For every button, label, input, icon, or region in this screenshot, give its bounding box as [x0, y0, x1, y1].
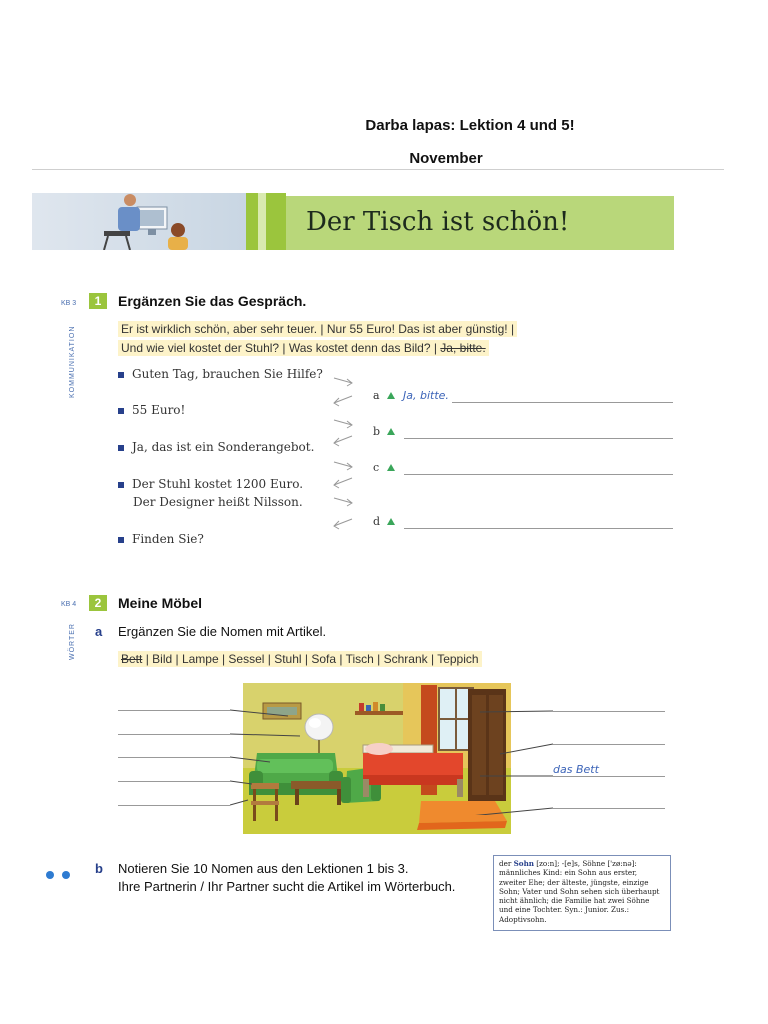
answer-field-d[interactable]	[404, 528, 673, 529]
kb-reference: KB 4	[61, 601, 77, 608]
subtask-letter: a	[95, 624, 103, 639]
dialogue-prompt: Finden Sie?	[118, 532, 204, 546]
phrase-struck: Ja, bitte.	[440, 341, 486, 355]
answer-field-a[interactable]: Ja, bitte.	[403, 389, 449, 402]
exercise-title: Ergänzen Sie das Gespräch.	[118, 293, 307, 309]
dialogue-prompt-continued: Der Designer heißt Nilsson.	[133, 495, 303, 509]
dictionary-body: [zo:n]; -[e]s, Söhne ['zø:nə]: männliches Kind: ein Sohn aus erster, zweiter Ehe; der älteste, jüngste, einzige Sohn; Vater und Sohn sehen sich überhaupt nicht ähnlich; die Familie hat zwei Söhne und eine Tochter. Syn.: Junior. Zus.: Adoptivsohn.	[499, 859, 660, 924]
bullet-icon	[118, 482, 124, 488]
answer-letter: c	[373, 461, 380, 474]
label-field[interactable]	[118, 710, 230, 711]
word-struck: Bett	[121, 652, 143, 666]
bullet-icon	[118, 537, 124, 543]
answer-letter: a	[373, 389, 380, 402]
dictionary-entry	[493, 855, 671, 931]
answer-field-b[interactable]	[404, 438, 673, 439]
label-field[interactable]	[118, 734, 230, 735]
dialogue-prompt: Ja, das ist ein Sonderangebot.	[118, 440, 314, 454]
dialogue-arrows	[328, 372, 358, 537]
label-field[interactable]	[553, 711, 665, 712]
bullet-icon	[118, 408, 124, 414]
dictionary-headword: Sohn	[513, 859, 535, 868]
dialogue-prompt: 55 Euro!	[118, 403, 185, 417]
answer-field-c[interactable]	[404, 474, 673, 475]
section-side-label: WÖRTER	[69, 623, 76, 660]
dialogue-prompt: Der Stuhl kostet 1200 Euro.	[118, 477, 303, 491]
worksheet-month: November	[409, 150, 483, 167]
subtask-instruction: Notieren Sie 10 Nomen aus den Lektionen 1 bis 3.	[118, 861, 409, 876]
triangle-marker-icon	[387, 518, 395, 525]
dictionary-article: der	[499, 859, 514, 868]
banner-stripe	[258, 193, 266, 250]
section-side-label: KOMMUNIKATION	[69, 325, 76, 398]
answer-line	[452, 402, 673, 403]
label-field[interactable]	[118, 757, 230, 758]
dialogue-prompt: Guten Tag, brauchen Sie Hilfe?	[118, 367, 323, 381]
exercise-number: 2	[89, 595, 107, 611]
worksheet-title: Darba lapas: Lektion 4 und 5!	[365, 117, 575, 134]
triangle-marker-icon	[387, 392, 395, 399]
triangle-marker-icon	[387, 428, 395, 435]
banner-photo	[32, 193, 246, 250]
subtask-instruction: Ergänzen Sie die Nomen mit Artikel.	[118, 624, 327, 639]
answer-letter: d	[373, 515, 381, 528]
banner-stripe	[246, 193, 258, 250]
label-field[interactable]	[118, 805, 230, 806]
subtask-letter: b	[95, 861, 103, 876]
label-field-filled[interactable]: das Bett	[553, 763, 599, 776]
phrase-bank-text: Und wie viel kostet der Stuhl? | Was kostet denn das Bild? |	[121, 341, 437, 355]
triangle-marker-icon	[387, 464, 395, 471]
picture-leader-lines	[230, 700, 560, 815]
subtask-instruction: Ihre Partnerin / Ihr Partner sucht die Artikel im Wörterbuch.	[118, 879, 456, 894]
bullet-icon	[118, 445, 124, 451]
word-bank-text: | Bild | Lampe | Sessel | Stuhl | Sofa | Tisch | Schrank | Teppich	[142, 652, 479, 666]
banner-stripe	[266, 193, 286, 250]
header-divider	[32, 169, 724, 170]
bullet-icon	[118, 372, 124, 378]
people-at-computer-illustration	[32, 193, 246, 250]
lesson-title: Der Tisch ist schön!	[306, 207, 570, 237]
label-field[interactable]	[553, 776, 665, 777]
label-field[interactable]	[118, 781, 230, 782]
word-bank	[118, 651, 482, 667]
phrase-bank-line: Er ist wirklich schön, aber sehr teuer. | Nur 55 Euro! Das ist aber günstig! |	[118, 321, 517, 337]
label-field[interactable]	[553, 744, 665, 745]
answer-letter: b	[373, 425, 381, 438]
exercise-title: Meine Möbel	[118, 595, 203, 611]
kb-reference: KB 3	[61, 300, 77, 307]
label-field[interactable]	[553, 808, 665, 809]
partner-activity-icon	[46, 866, 78, 884]
exercise-number: 1	[89, 293, 107, 309]
phrase-bank-line	[118, 340, 489, 356]
